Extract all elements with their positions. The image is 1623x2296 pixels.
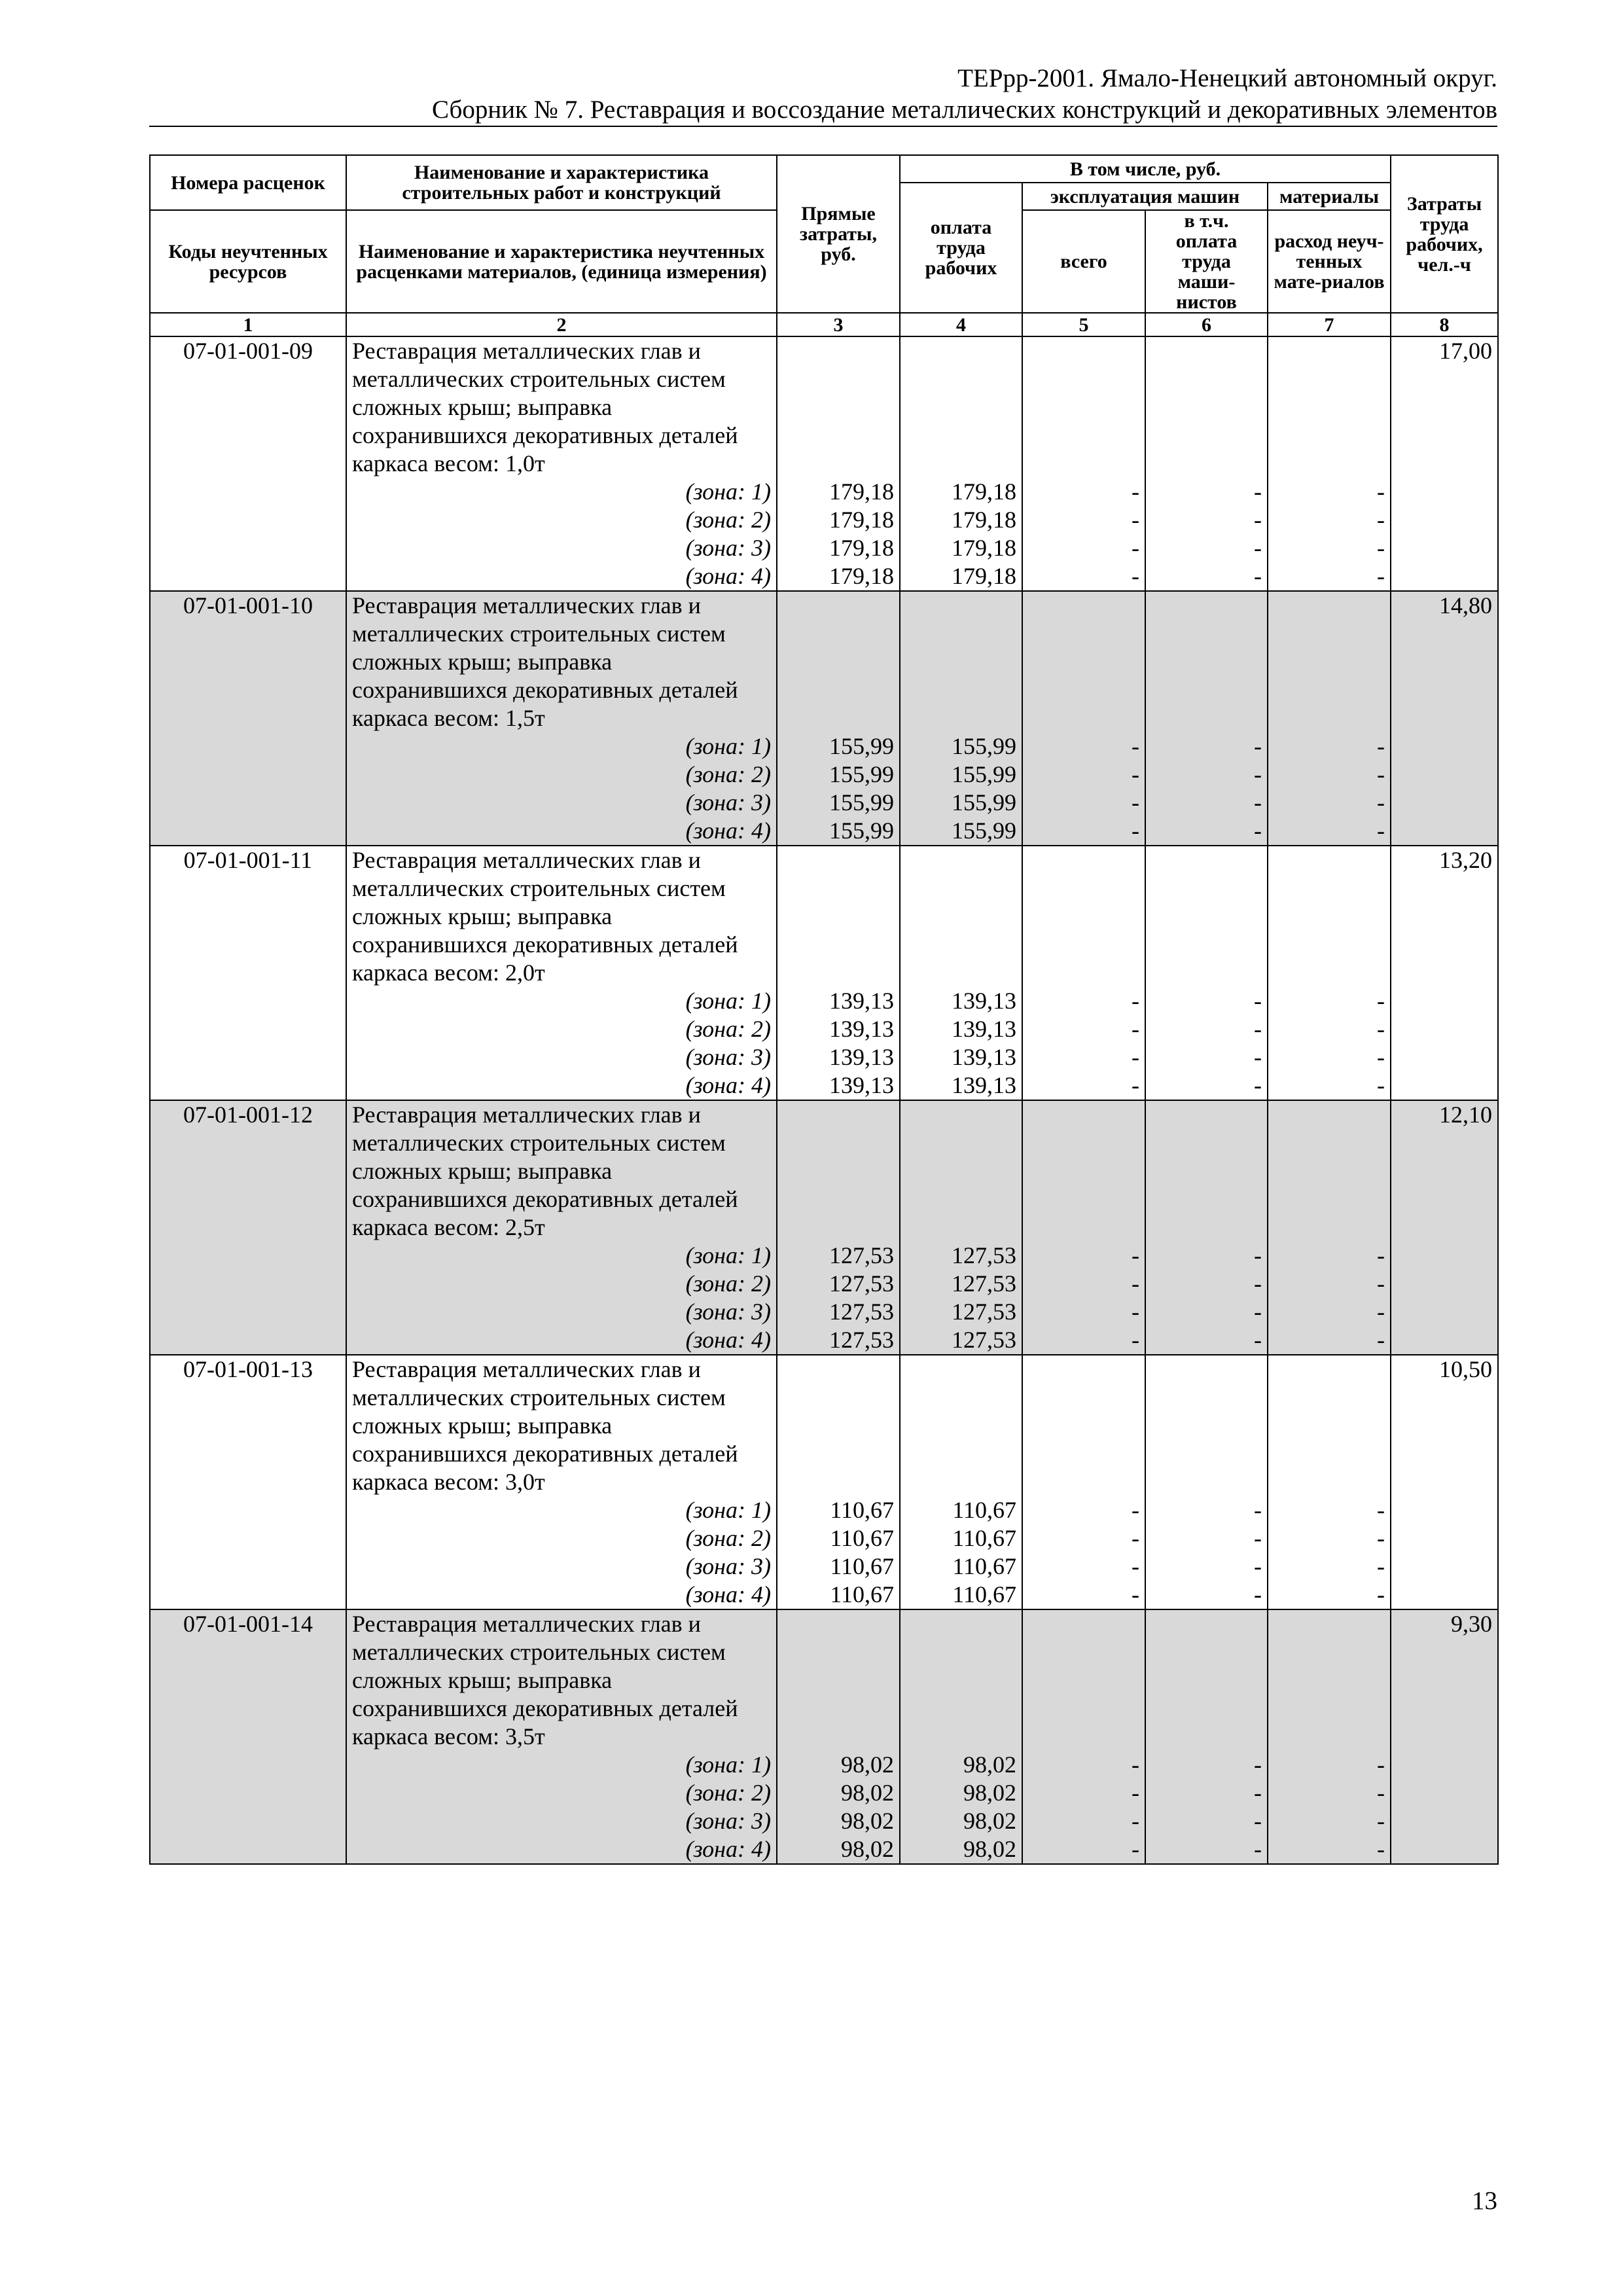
- worker-pay-cell: [900, 1355, 1022, 1609]
- header-material-consumption: расход неуч-тенных мате-риалов: [1268, 210, 1391, 313]
- header-rate-numbers: Номера расценок: [150, 155, 346, 210]
- zone-value: 179,18: [952, 535, 1016, 561]
- zone-label: (зона: 4): [685, 817, 771, 844]
- header-direct-costs: Прямые затраты, руб.: [777, 155, 900, 313]
- dash: -: [1132, 1581, 1139, 1607]
- zone-value: 139,13: [829, 988, 894, 1014]
- zone-value: 110,67: [952, 1497, 1016, 1523]
- zone-value: 127,53: [952, 1327, 1016, 1353]
- zone-value: 98,02: [841, 1751, 894, 1778]
- worker-pay-cell: [900, 1100, 1022, 1355]
- zone-value: 110,67: [952, 1581, 1016, 1607]
- worker-pay-cell: [900, 591, 1022, 846]
- dash: -: [1132, 1751, 1139, 1778]
- dash: -: [1132, 1327, 1139, 1353]
- zone-label: (зона: 3): [685, 1553, 771, 1579]
- worker-pay-cell: [900, 1609, 1022, 1864]
- zone-value: 110,67: [830, 1553, 894, 1579]
- machinist-pay-cell: [1145, 591, 1268, 846]
- zone-value: 155,99: [829, 789, 894, 816]
- rate-name-cell: [346, 1609, 777, 1864]
- rate-code: 07-01-001-12: [150, 1100, 346, 1355]
- zone-label: (зона: 2): [685, 761, 771, 787]
- dash: -: [1254, 507, 1262, 533]
- zone-label: (зона: 3): [685, 535, 771, 561]
- rate-name-cell: [346, 1355, 777, 1609]
- zone-label: (зона: 4): [685, 1072, 771, 1098]
- machine-total-cell: [1022, 846, 1145, 1100]
- zone-label: (зона: 1): [685, 1751, 771, 1778]
- dash: -: [1132, 535, 1139, 561]
- zone-value: 139,13: [952, 1044, 1016, 1070]
- header-rule: [149, 126, 1497, 127]
- dash: -: [1377, 478, 1385, 505]
- dash: -: [1132, 789, 1139, 816]
- worker-pay-cell: [900, 336, 1022, 591]
- zone-label: (зона: 4): [685, 1327, 771, 1353]
- zone-value: 98,02: [963, 1836, 1016, 1862]
- header-worker-pay: оплата труда рабочих: [900, 183, 1022, 313]
- rate-name: Реставрация металлических глав и металлических строительных систем сложных крыш; выправка сохранившихся декоративных деталей каркаса весом: 3,5т: [352, 1611, 738, 1749]
- zone-value: 155,99: [829, 733, 894, 759]
- machine-total-cell: [1022, 1100, 1145, 1355]
- zone-value: 98,02: [841, 1836, 894, 1862]
- zone-value: 110,67: [830, 1525, 894, 1551]
- material-consumption-cell: [1268, 1609, 1391, 1864]
- dash: -: [1132, 733, 1139, 759]
- dash: -: [1377, 1751, 1385, 1778]
- material-consumption-cell: [1268, 336, 1391, 591]
- machine-total-cell: [1022, 591, 1145, 846]
- machinist-pay-cell: [1145, 846, 1268, 1100]
- dash: -: [1254, 733, 1262, 759]
- dash: -: [1132, 1072, 1139, 1098]
- table-row: [150, 1355, 1498, 1609]
- rate-code: 07-01-001-10: [150, 591, 346, 846]
- zone-value: 139,13: [952, 988, 1016, 1014]
- dash: -: [1377, 1016, 1385, 1042]
- zone-value: 179,18: [829, 478, 894, 505]
- column-number: 8: [1391, 313, 1498, 336]
- dash: -: [1377, 535, 1385, 561]
- dash: -: [1377, 988, 1385, 1014]
- header-line-1: ТЕРрр-2001. Ямало-Ненецкий автономный округ.: [957, 64, 1497, 92]
- dash: -: [1254, 1242, 1262, 1268]
- header-resource-codes: Коды неучтенных ресурсов: [150, 210, 346, 313]
- zone-value: 139,13: [952, 1072, 1016, 1098]
- direct-costs-cell: [777, 1355, 900, 1609]
- dash: -: [1377, 1072, 1385, 1098]
- zone-value: 155,99: [952, 733, 1016, 759]
- dash: -: [1254, 563, 1262, 589]
- zone-value: 179,18: [952, 507, 1016, 533]
- dash: -: [1254, 988, 1262, 1014]
- rate-name-cell: [346, 336, 777, 591]
- dash: -: [1254, 1525, 1262, 1551]
- rate-code: 07-01-001-13: [150, 1355, 346, 1609]
- dash: -: [1132, 1242, 1139, 1268]
- zone-value: 127,53: [952, 1270, 1016, 1297]
- header-including: В том числе, руб.: [900, 155, 1391, 183]
- dash: -: [1377, 1808, 1385, 1834]
- dash: -: [1254, 1072, 1262, 1098]
- labor-costs: 17,00: [1391, 336, 1498, 591]
- dash: -: [1132, 1836, 1139, 1862]
- labor-costs: 14,80: [1391, 591, 1498, 846]
- dash: -: [1132, 988, 1139, 1014]
- zone-value: 98,02: [841, 1808, 894, 1834]
- table-row: [150, 336, 1498, 591]
- direct-costs-cell: [777, 336, 900, 591]
- zone-value: 98,02: [841, 1780, 894, 1806]
- column-number: 3: [777, 313, 900, 336]
- rate-code: 07-01-001-09: [150, 336, 346, 591]
- dash: -: [1254, 1780, 1262, 1806]
- zone-label: (зона: 1): [685, 988, 771, 1014]
- rate-name: Реставрация металлических глав и металлических строительных систем сложных крыш; выправка сохранившихся декоративных деталей каркаса весом: 2,5т: [352, 1102, 738, 1240]
- zone-value: 155,99: [952, 789, 1016, 816]
- dash: -: [1377, 1525, 1385, 1551]
- zone-label: (зона: 4): [685, 1836, 771, 1862]
- page-header: [149, 63, 1497, 126]
- dash: -: [1254, 761, 1262, 787]
- rate-group: [150, 591, 1498, 846]
- table-row: [150, 1100, 1498, 1355]
- dash: -: [1132, 1044, 1139, 1070]
- zone-value: 139,13: [829, 1044, 894, 1070]
- zone-value: 98,02: [963, 1808, 1016, 1834]
- header-work-name: Наименование и характеристика строительных работ и конструкций: [346, 155, 777, 210]
- dash: -: [1132, 507, 1139, 533]
- column-number: 5: [1022, 313, 1145, 336]
- zone-value: 179,18: [829, 507, 894, 533]
- labor-costs: 12,10: [1391, 1100, 1498, 1355]
- dash: -: [1132, 1780, 1139, 1806]
- dash: -: [1377, 507, 1385, 533]
- rate-name-cell: [346, 1100, 777, 1355]
- direct-costs-cell: [777, 846, 900, 1100]
- dash: -: [1254, 1270, 1262, 1297]
- zone-value: 179,18: [952, 563, 1016, 589]
- zone-value: 98,02: [963, 1780, 1016, 1806]
- dash: -: [1377, 789, 1385, 816]
- rates-table: [149, 154, 1499, 1865]
- zone-value: 110,67: [830, 1497, 894, 1523]
- zone-label: (зона: 2): [685, 507, 771, 533]
- dash: -: [1377, 1270, 1385, 1297]
- dash: -: [1377, 1497, 1385, 1523]
- dash: -: [1254, 1836, 1262, 1862]
- zone-label: (зона: 3): [685, 1044, 771, 1070]
- dash: -: [1132, 761, 1139, 787]
- zone-value: 155,99: [952, 817, 1016, 844]
- dash: -: [1132, 1808, 1139, 1834]
- dash: -: [1254, 1553, 1262, 1579]
- column-number: 7: [1268, 313, 1391, 336]
- zone-value: 179,18: [829, 563, 894, 589]
- zone-value: 139,13: [829, 1072, 894, 1098]
- zone-value: 127,53: [829, 1327, 894, 1353]
- dash: -: [1377, 563, 1385, 589]
- zone-label: (зона: 3): [685, 1808, 771, 1834]
- dash: -: [1132, 478, 1139, 505]
- dash: -: [1254, 1327, 1262, 1353]
- machinist-pay-cell: [1145, 1100, 1268, 1355]
- dash: -: [1377, 1299, 1385, 1325]
- table-header: [150, 155, 1498, 336]
- rate-name: Реставрация металлических глав и металлических строительных систем сложных крыш; выправка сохранившихся декоративных деталей каркаса весом: 1,0т: [352, 338, 738, 476]
- dash: -: [1254, 1299, 1262, 1325]
- dash: -: [1254, 535, 1262, 561]
- machinist-pay-cell: [1145, 336, 1268, 591]
- zone-label: (зона: 3): [685, 1299, 771, 1325]
- header-materials: материалы: [1268, 183, 1391, 210]
- page-number: 13: [1472, 2187, 1497, 2215]
- zone-value: 139,13: [829, 1016, 894, 1042]
- dash: -: [1254, 1808, 1262, 1834]
- zone-value: 179,18: [829, 535, 894, 561]
- rate-name-cell: [346, 591, 777, 846]
- zone-value: 110,67: [952, 1553, 1016, 1579]
- rate-name: Реставрация металлических глав и металлических строительных систем сложных крыш; выправка сохранившихся декоративных деталей каркаса весом: 1,5т: [352, 592, 738, 731]
- zone-value: 110,67: [830, 1581, 894, 1607]
- table-row: [150, 591, 1498, 846]
- zone-value: 139,13: [952, 1016, 1016, 1042]
- rate-group: [150, 1609, 1498, 1864]
- dash: -: [1377, 817, 1385, 844]
- material-consumption-cell: [1268, 1100, 1391, 1355]
- dash: -: [1377, 1581, 1385, 1607]
- machine-total-cell: [1022, 336, 1145, 591]
- direct-costs-cell: [777, 1609, 900, 1864]
- header-material-name: Наименование и характеристика неучтенных расценками материалов, (единица измерения): [346, 210, 777, 313]
- dash: -: [1132, 1016, 1139, 1042]
- table-row: [150, 1609, 1498, 1864]
- column-number: 1: [150, 313, 346, 336]
- zone-value: 127,53: [829, 1242, 894, 1268]
- dash: -: [1377, 1780, 1385, 1806]
- column-number: 6: [1145, 313, 1268, 336]
- header-machinist-pay: в т.ч. оплата труда маши-нистов: [1145, 210, 1268, 313]
- dash: -: [1132, 817, 1139, 844]
- dash: -: [1377, 761, 1385, 787]
- rate-group: [150, 1100, 1498, 1355]
- material-consumption-cell: [1268, 591, 1391, 846]
- zone-value: 127,53: [952, 1242, 1016, 1268]
- zone-label: (зона: 2): [685, 1270, 771, 1297]
- dash: -: [1254, 817, 1262, 844]
- dash: -: [1254, 1497, 1262, 1523]
- zone-value: 155,99: [829, 761, 894, 787]
- zone-value: 98,02: [963, 1751, 1016, 1778]
- dash: -: [1132, 1497, 1139, 1523]
- rate-group: [150, 336, 1498, 591]
- material-consumption-cell: [1268, 846, 1391, 1100]
- rate-name-cell: [346, 846, 777, 1100]
- zone-label: (зона: 4): [685, 1581, 771, 1607]
- zone-label: (зона: 1): [685, 733, 771, 759]
- header-labor-costs: Затраты труда рабочих, чел.-ч: [1391, 155, 1498, 313]
- zone-value: 155,99: [829, 817, 894, 844]
- zone-value: 127,53: [829, 1299, 894, 1325]
- zone-value: 179,18: [952, 478, 1016, 505]
- dash: -: [1254, 789, 1262, 816]
- header-machine-operation: эксплуатация машин: [1022, 183, 1268, 210]
- zone-label: (зона: 2): [685, 1780, 771, 1806]
- dash: -: [1254, 1581, 1262, 1607]
- dash: -: [1377, 1836, 1385, 1862]
- rate-name: Реставрация металлических глав и металлических строительных систем сложных крыш; выправка сохранившихся декоративных деталей каркаса весом: 2,0т: [352, 847, 738, 986]
- dash: -: [1254, 478, 1262, 505]
- header-machine-total: всего: [1022, 210, 1145, 313]
- zone-value: 127,53: [829, 1270, 894, 1297]
- dash: -: [1132, 1270, 1139, 1297]
- direct-costs-cell: [777, 591, 900, 846]
- dash: -: [1254, 1044, 1262, 1070]
- dash: -: [1132, 1299, 1139, 1325]
- zone-label: (зона: 2): [685, 1016, 771, 1042]
- machinist-pay-cell: [1145, 1609, 1268, 1864]
- rate-group: [150, 1355, 1498, 1609]
- dash: -: [1377, 1327, 1385, 1353]
- labor-costs: 13,20: [1391, 846, 1498, 1100]
- dash: -: [1254, 1751, 1262, 1778]
- worker-pay-cell: [900, 846, 1022, 1100]
- zone-label: (зона: 1): [685, 478, 771, 505]
- header-line-2: Сборник № 7. Реставрация и воссоздание металлических конструкций и декоративных элементов: [431, 96, 1497, 124]
- zone-value: 110,67: [952, 1525, 1016, 1551]
- zone-value: 155,99: [952, 761, 1016, 787]
- rate-name: Реставрация металлических глав и металлических строительных систем сложных крыш; выправка сохранившихся декоративных деталей каркаса весом: 3,0т: [352, 1356, 738, 1495]
- zone-value: 127,53: [952, 1299, 1016, 1325]
- column-number: 4: [900, 313, 1022, 336]
- dash: -: [1377, 1044, 1385, 1070]
- rate-code: 07-01-001-11: [150, 846, 346, 1100]
- dash: -: [1132, 1525, 1139, 1551]
- machine-total-cell: [1022, 1609, 1145, 1864]
- zone-label: (зона: 4): [685, 563, 771, 589]
- machinist-pay-cell: [1145, 1355, 1268, 1609]
- zone-label: (зона: 1): [685, 1242, 771, 1268]
- dash: -: [1377, 733, 1385, 759]
- labor-costs: 10,50: [1391, 1355, 1498, 1609]
- material-consumption-cell: [1268, 1355, 1391, 1609]
- zone-label: (зона: 2): [685, 1525, 771, 1551]
- machine-total-cell: [1022, 1355, 1145, 1609]
- dash: -: [1132, 1553, 1139, 1579]
- dash: -: [1377, 1553, 1385, 1579]
- labor-costs: 9,30: [1391, 1609, 1498, 1864]
- zone-label: (зона: 3): [685, 789, 771, 816]
- rate-group: [150, 846, 1498, 1100]
- dash: -: [1254, 1016, 1262, 1042]
- dash: -: [1377, 1242, 1385, 1268]
- zone-label: (зона: 1): [685, 1497, 771, 1523]
- table-row: [150, 846, 1498, 1100]
- column-number: 2: [346, 313, 777, 336]
- direct-costs-cell: [777, 1100, 900, 1355]
- dash: -: [1132, 563, 1139, 589]
- rate-code: 07-01-001-14: [150, 1609, 346, 1864]
